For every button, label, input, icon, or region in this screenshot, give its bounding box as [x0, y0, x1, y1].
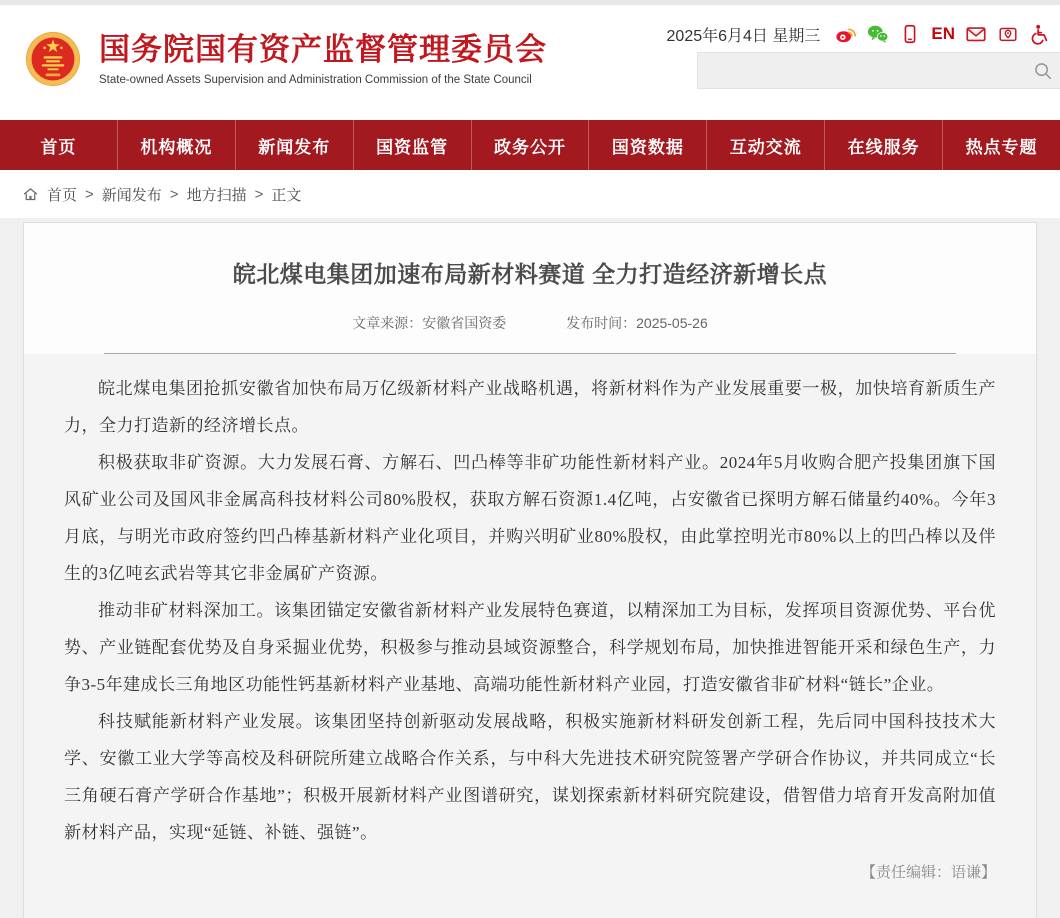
article-time-value: 2025-05-26	[636, 315, 708, 331]
wechat-icon[interactable]	[866, 22, 890, 46]
site-header	[0, 5, 1060, 120]
current-date: 2025年6月4日 星期三	[666, 27, 821, 45]
search-icon	[1032, 60, 1054, 82]
breadcrumb-news[interactable]: 新闻发布	[101, 186, 162, 204]
article-head	[24, 223, 1036, 354]
nav-item-hot-topics[interactable]: 热点专题	[942, 120, 1060, 170]
editor-credit: 【责任编辑：语谦】	[860, 864, 996, 881]
article-source-label: 文章来源：	[352, 315, 423, 331]
nav-item-online-service[interactable]: 在线服务	[824, 120, 942, 170]
search-button[interactable]	[1021, 53, 1060, 88]
accessibility-icon[interactable]	[1028, 22, 1052, 46]
nav-item-supervision[interactable]: 国资监管	[353, 120, 471, 170]
article-title: 皖北煤电集团加速布局新材料赛道 全力打造经济新增长点	[232, 261, 828, 287]
nav-item-gov-affairs[interactable]: 政务公开	[471, 120, 589, 170]
site-logo[interactable]	[25, 31, 547, 87]
home-icon[interactable]	[22, 186, 39, 203]
article-source	[352, 315, 506, 331]
article-time-label: 发布时间：	[566, 315, 637, 331]
breadcrumb-separator: >	[254, 185, 264, 203]
search-input[interactable]	[698, 53, 1021, 88]
breadcrumb-local-scan[interactable]: 地方扫描	[186, 186, 247, 204]
brand-text	[99, 32, 547, 86]
article-source-value: 安徽省国资委	[422, 315, 507, 331]
article-body	[24, 354, 1036, 918]
breadcrumb-separator: >	[169, 185, 179, 203]
nav-item-data[interactable]: 国资数据	[588, 120, 706, 170]
nav-item-news[interactable]: 新闻发布	[235, 120, 353, 170]
nav-item-home[interactable]: 首页	[40, 137, 77, 157]
breadcrumb-current: 正文	[271, 186, 302, 204]
main-nav	[0, 120, 1060, 170]
article-paragraph: 科技赋能新材料产业发展。该集团坚持创新驱动发展战略，积极实施新材料研发创新工程，先后同中国科技技术大学、安徽工业大学等高校及科研院所建立战略合作关系，与中科大先进技术研究院签署产学研合作协议，并共同成立“长三角硬石膏产学研合作基地”；积极开展新材料产业图谱研究，谋划探索新材料研究院建设，借智借力培育开发高附加值新材料产品，实现“延链、补链、强链”。	[64, 712, 996, 842]
location-map-icon[interactable]	[996, 22, 1020, 46]
weibo-icon[interactable]	[834, 22, 858, 46]
mail-icon[interactable]	[964, 22, 988, 46]
search-box	[697, 52, 1060, 89]
mobile-icon[interactable]	[898, 22, 922, 46]
breadcrumb	[0, 170, 1060, 218]
article-paragraph: 积极获取非矿资源。大力发展石膏、方解石、凹凸棒等非矿功能性新材料产业。2024年5月收购合肥产投集团旗下国风矿业公司及国风非金属高科技材料公司80%股权，获取方解石资源1.4亿吨，占安徽省已探明方解石储量约40%。今年3月底，与明光市政府签约凹凸棒基新材料产业化项目，并购兴明矿业80%股权，由此掌控明光市80%以上的凹凸棒以及伴生的3亿吨玄武岩等其它非金属矿产资源。	[64, 453, 996, 583]
language-toggle[interactable]: EN	[931, 24, 955, 43]
article-card	[23, 222, 1037, 918]
article-publish-time	[566, 315, 708, 331]
breadcrumb-separator: >	[85, 185, 94, 203]
site-subtitle: State-owned Assets Supervision and Administration Commission of the State Council	[99, 74, 532, 86]
breadcrumb-home[interactable]: 首页	[47, 186, 78, 204]
content-area	[0, 218, 1060, 918]
article-paragraph: 皖北煤电集团抢抓安徽省加快布局万亿级新材料产业战略机遇，将新材料作为产业发展重要一极，加快培育新质生产力，全力打造新的经济增长点。	[64, 379, 996, 435]
article-meta	[64, 313, 996, 333]
site-title: 国务院国有资产监督管理委员会	[99, 32, 547, 67]
article-paragraph: 推动非矿材料深加工。该集团锚定安徽省新材料产业发展特色赛道，以精深加工为目标，发挥项目资源优势、平台优势、产业链配套优势及自身采掘业优势，积极参与推动县域资源整合，科学规划布局，加快推进智能开采和绿色生产，力争3-5年建成长三角地区功能性钙基新材料产业基地、高端功能性新材料产业园，打造安徽省非矿材料“链长”企业。	[64, 601, 996, 694]
nav-item-interaction[interactable]: 互动交流	[706, 120, 824, 170]
nav-item-about[interactable]: 机构概况	[117, 120, 235, 170]
header-utilities	[667, 22, 1052, 46]
national-emblem-icon	[25, 31, 81, 87]
